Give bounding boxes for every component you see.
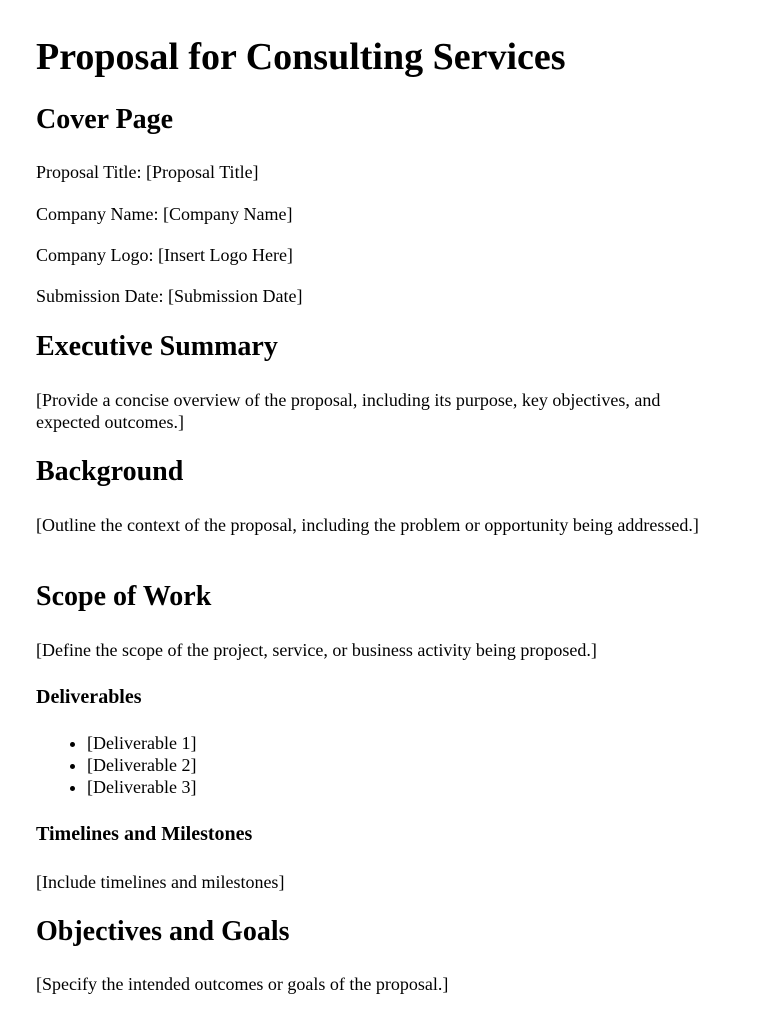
timelines-heading: Timelines and Milestones — [36, 823, 253, 845]
executive-summary-body: [Provide a concise overview of the proposal, including its purpose, key objectives, and expected outcomes.] — [36, 390, 661, 432]
executive-summary-heading: Executive Summary — [36, 331, 278, 362]
company-logo-line: Company Logo: [Insert Logo Here] — [36, 245, 293, 265]
company-name-line: Company Name: [Company Name] — [36, 204, 293, 224]
deliverables-list — [36, 732, 196, 798]
background-body: [Outline the context of the proposal, including the problem or opportunity being addressed.] — [36, 515, 699, 535]
background-heading: Background — [36, 456, 184, 487]
list-item: • [Deliverable 2] — [87, 754, 196, 776]
objectives-heading: Objectives and Goals — [36, 916, 290, 947]
scope-of-work-heading: Scope of Work — [36, 581, 212, 612]
document-title: Proposal for Consulting Services — [36, 36, 566, 78]
timelines-body: [Include timelines and milestones] — [36, 872, 285, 892]
list-item: • [Deliverable 3] — [87, 776, 196, 798]
submission-date-line: Submission Date: [Submission Date] — [36, 286, 303, 306]
cover-page-heading: Cover Page — [36, 104, 174, 135]
objectives-body: [Specify the intended outcomes or goals of the proposal.] — [36, 974, 449, 994]
list-item: • [Deliverable 1] — [87, 732, 196, 754]
deliverables-heading: Deliverables — [36, 686, 142, 708]
proposal-title-line: Proposal Title: [Proposal Title] — [36, 162, 259, 182]
scope-of-work-body: [Define the scope of the project, service, or business activity being proposed.] — [36, 640, 597, 660]
